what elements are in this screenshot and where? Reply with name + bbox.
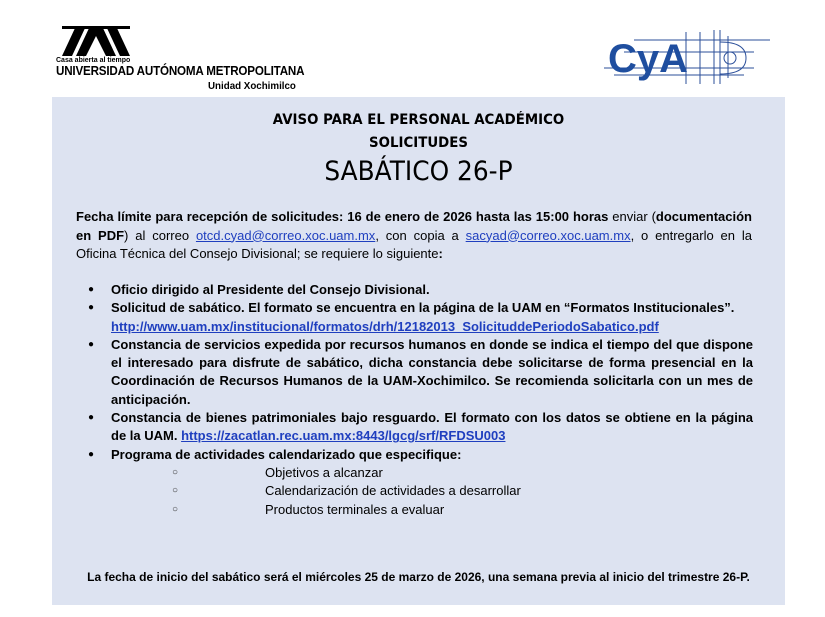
list-item bbox=[88, 336, 753, 409]
email-link-sacyad[interactable]: sacyad@correo.xoc.uam.mx bbox=[465, 227, 631, 243]
start-date-note: La fecha de inicio del sabático será el miércoles 25 de marzo de 2026, una semana previa al inicio del trimestre 26-P. bbox=[87, 570, 750, 584]
bullet-icon: ● bbox=[88, 284, 95, 295]
uam-logo bbox=[56, 26, 305, 94]
pdf-note: documentación en PDF bbox=[76, 209, 752, 243]
sublist-text: Productos terminales a evaluar bbox=[265, 501, 445, 517]
sublist-text: Objetivos a alcanzar bbox=[265, 464, 383, 480]
notice-panel bbox=[52, 97, 785, 605]
notice-subtitle: SOLICITUDES bbox=[369, 135, 468, 151]
item-text: Solicitud de sabático. El formato se encuentra en la página de la UAM en “Formatos Institucionales”. bbox=[111, 300, 735, 316]
cyad-logo-text: CyA bbox=[608, 37, 689, 81]
sublist-text: Calendarización de actividades a desarrollar bbox=[265, 483, 521, 499]
email-link-otcd[interactable]: otcd.cyad@correo.xoc.uam.mx bbox=[195, 227, 376, 243]
uam-name: UNIVERSIDAD AUTÓNOMA METROPOLITANA bbox=[56, 64, 305, 78]
formato-sabatico-link[interactable]: http://www.uam.mx/institucional/formatos/drh/12182013_SolicituddePeriodoSabatico.pdf bbox=[111, 318, 659, 334]
bienes-patrimoniales-link[interactable]: https://zacatlan.rec.uam.mx:8443/lgcg/srf/RFDSU003 bbox=[181, 428, 506, 444]
bullet-icon: ● bbox=[88, 412, 95, 424]
item-text: Programa de actividades calendarizado que especifique: bbox=[111, 446, 462, 462]
sublist-item bbox=[111, 482, 753, 500]
intro-text: , con copia a bbox=[375, 227, 466, 243]
deadline-text: Fecha límite para recepción de solicitudes: 16 de enero de 2026 hasta las 15:00 horas bbox=[76, 209, 609, 224]
cyad-logo bbox=[604, 28, 774, 86]
activities-sublist bbox=[111, 464, 753, 519]
uam-tagline: Casa abierta al tiempo bbox=[56, 57, 131, 64]
list-item bbox=[88, 409, 753, 446]
list-item bbox=[88, 281, 753, 299]
circle-bullet-icon: ○ bbox=[172, 503, 179, 515]
intro-text: ) al correo bbox=[124, 227, 196, 243]
item-text: Constancia de servicios expedida por recursos humanos en donde se indica el tiempo del que dispone el interesado para disfrute de sabático, dicha constancia debe solicitarse de forma presencial en la Coordinación de Recursos Humanos de la UAM-Xochimilco. Se recomienda solicitarla con un mes de anticipación. bbox=[111, 336, 753, 407]
list-item bbox=[88, 299, 753, 336]
bullet-icon: ● bbox=[88, 338, 95, 350]
intro-paragraph bbox=[76, 208, 752, 264]
circle-bullet-icon: ○ bbox=[172, 485, 179, 497]
bullet-icon: ● bbox=[88, 448, 95, 460]
item-text: Oficio dirigido al Presidente del Consejo Divisional. bbox=[111, 282, 430, 297]
circle-bullet-icon: ○ bbox=[172, 466, 179, 478]
intro-text: enviar ( bbox=[608, 209, 656, 224]
notice-heading: SABÁTICO 26-P bbox=[324, 156, 513, 187]
intro-text: , o entregarlo en la Oficina Técnica del Consejo Divisional; se requiere lo siguiente bbox=[76, 227, 752, 261]
requirements-list bbox=[88, 281, 753, 519]
notice-title: AVISO PARA EL PERSONAL ACADÉMICO bbox=[272, 112, 565, 128]
uam-unit: Unidad Xochimilco bbox=[208, 80, 296, 92]
item-text: Constancia de bienes patrimoniales bajo resguardo. El formato con los datos se obtiene en la página de la UAM. bbox=[111, 410, 753, 444]
bullet-icon: ● bbox=[88, 302, 95, 314]
list-item bbox=[88, 446, 753, 519]
uam-emblem-icon bbox=[62, 26, 130, 56]
sublist-item bbox=[111, 464, 753, 482]
intro-colon: : bbox=[438, 246, 443, 261]
sublist-item bbox=[111, 501, 753, 519]
